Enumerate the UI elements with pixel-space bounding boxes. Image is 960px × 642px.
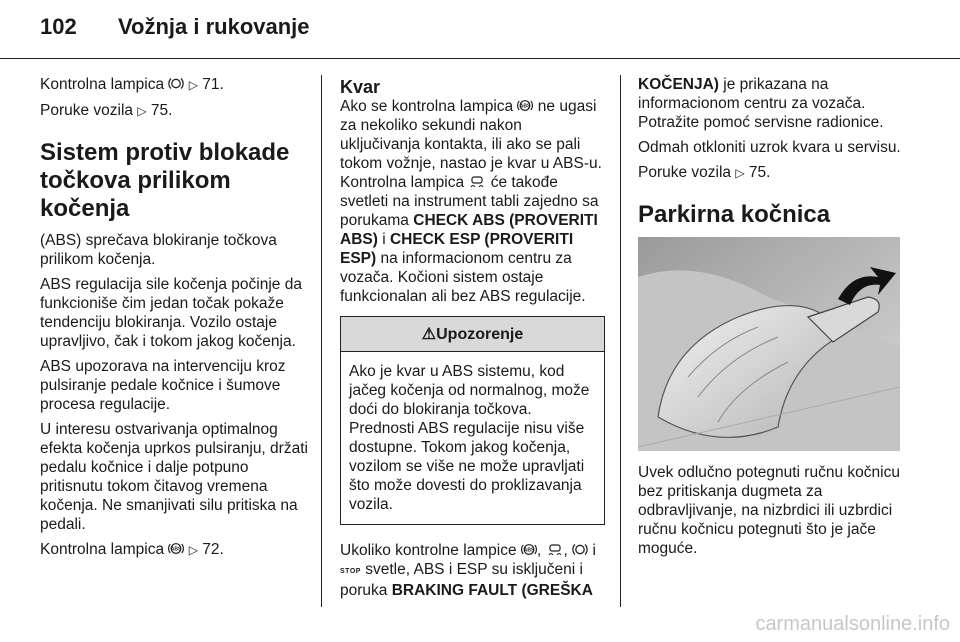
paragraph: U interesu ostvarivanja optimalnog efekta kočenja uprkos pulsiranju, držati pedalu kočnice i dalje potpuno pritisnutu tokom čitavog vremena kočenja. Ne smanjivati silu pritiska na pedali. [40,421,308,533]
brake-warning-icon [572,542,588,557]
paragraph: Odmah otkloniti uzrok kvara u servisu. [638,139,901,156]
page-title: Vožnja i rukovanje [118,14,310,39]
abs-lamp-icon [521,542,537,557]
lamp-reference-line: Kontrolna lampica ▷ 71. [40,76,224,93]
abs-lamp-icon [168,541,184,556]
lamps-paragraph: Ukoliko kontrolne lampice ABS , , i STOP svetle, ABS i ESP su isključeni i poruka BRAKING FAULT (GREŠKA [340,542,596,599]
svg-text:ABS: ABS [523,547,535,554]
paragraph: ABS upozorava na intervenciju kroz pulsiranje pedale kočnice i šumove procesa regulacije. [40,358,286,413]
section-heading-abs: Sistem protiv blokade točkova prilikom kočenja [40,139,290,222]
paragraph: (ABS) sprečava blokiranje točkova prilikom kočenja. [40,232,277,268]
warning-text: Ako je kvar u ABS sistemu, kod jačeg kočenja od normalnog, može doći do blokiranja točkova. Prednosti ABS regulacije nisu više dostupne. Tokom jakog kočenja, vozilom se više ne može upravljati što može dovesti do proklizavanja vozila. [349,363,590,513]
svg-text:ABS: ABS [171,546,182,553]
page-ref-link[interactable]: 75. [150,102,173,119]
paragraph: ABS regulacija sile kočenja počinje da funkcioniše čim jedan točak pokaže tendenciju blokiranja. Vozilo ostaje upravljivo, čak i tokom jakog kočenja. [40,276,302,350]
column-divider-1 [321,75,322,607]
svg-text:ABS: ABS [520,103,531,110]
paragraph: Uvek odlučno potegnuti ručnu kočnicu bez pritiskanja dugmeta za odbravljivanje, na nizbrdici ili uzbrdici ručnu kočnicu potegnuti što je jače moguće. [638,464,900,557]
watermark: carmanualsonline.info [755,613,950,635]
paragraph: KOČENJA) je prikazana na informacionom centru za vozača. Potražite pomoć servisne radionice. [638,76,884,131]
column-2 [340,75,605,606]
vehicle-messages-line: Poruke vozila ▷ 75. [40,102,173,119]
warning-header: ⚠Upozorenje [341,317,604,352]
vehicle-messages-line: Poruke vozila ▷ 75. [638,164,771,181]
column-1 [40,75,308,566]
parking-brake-illustration [638,237,900,451]
section-heading-fault: Kvar [340,77,381,97]
page-ref-arrow-icon: ▷ [735,166,745,180]
page-ref-link[interactable]: 75. [748,164,771,181]
esp-skid-icon [468,174,486,189]
stop-label: STOP [340,568,361,575]
page-ref-arrow-icon: ▷ [188,543,198,557]
page-ref-arrow-icon: ▷ [137,104,147,118]
fault-paragraph: Ako se kontrolna lampica ABS ne ugasi za nekoliko sekundi nakon uključivanja kontakta, ili ako se pali tokom vožnje, nastao je kvar u ABS-u. Kontrolna lampica će takođe svetleti na instrument tabli zajedno sa porukama CHECK ABS (PROVERITI ABS) i CHECK ESP (PROVERITI ESP) na informacionom centru za vozača. Kočioni sistem ostaje funkcionalan ali bez ABS regulacije. [340,98,602,305]
esp-skid-icon [546,542,564,557]
page-ref-link[interactable]: 72. [202,541,224,558]
brake-warning-icon [168,76,184,91]
warning-triangle-icon: ⚠ [421,326,437,343]
abs-lamp-reference-line: Kontrolna lampica ABS ▷ 72. [40,541,224,558]
column-3 [638,75,908,564]
abs-lamp-icon [517,98,533,113]
section-heading-parking-brake: Parkirna kočnica [638,201,831,228]
page-ref-link[interactable]: 71. [202,76,224,93]
header-rule [0,58,960,59]
warning-box [340,316,605,525]
page-ref-arrow-icon: ▷ [188,78,198,92]
page-number: 102 [40,14,77,39]
column-divider-2 [620,75,621,607]
